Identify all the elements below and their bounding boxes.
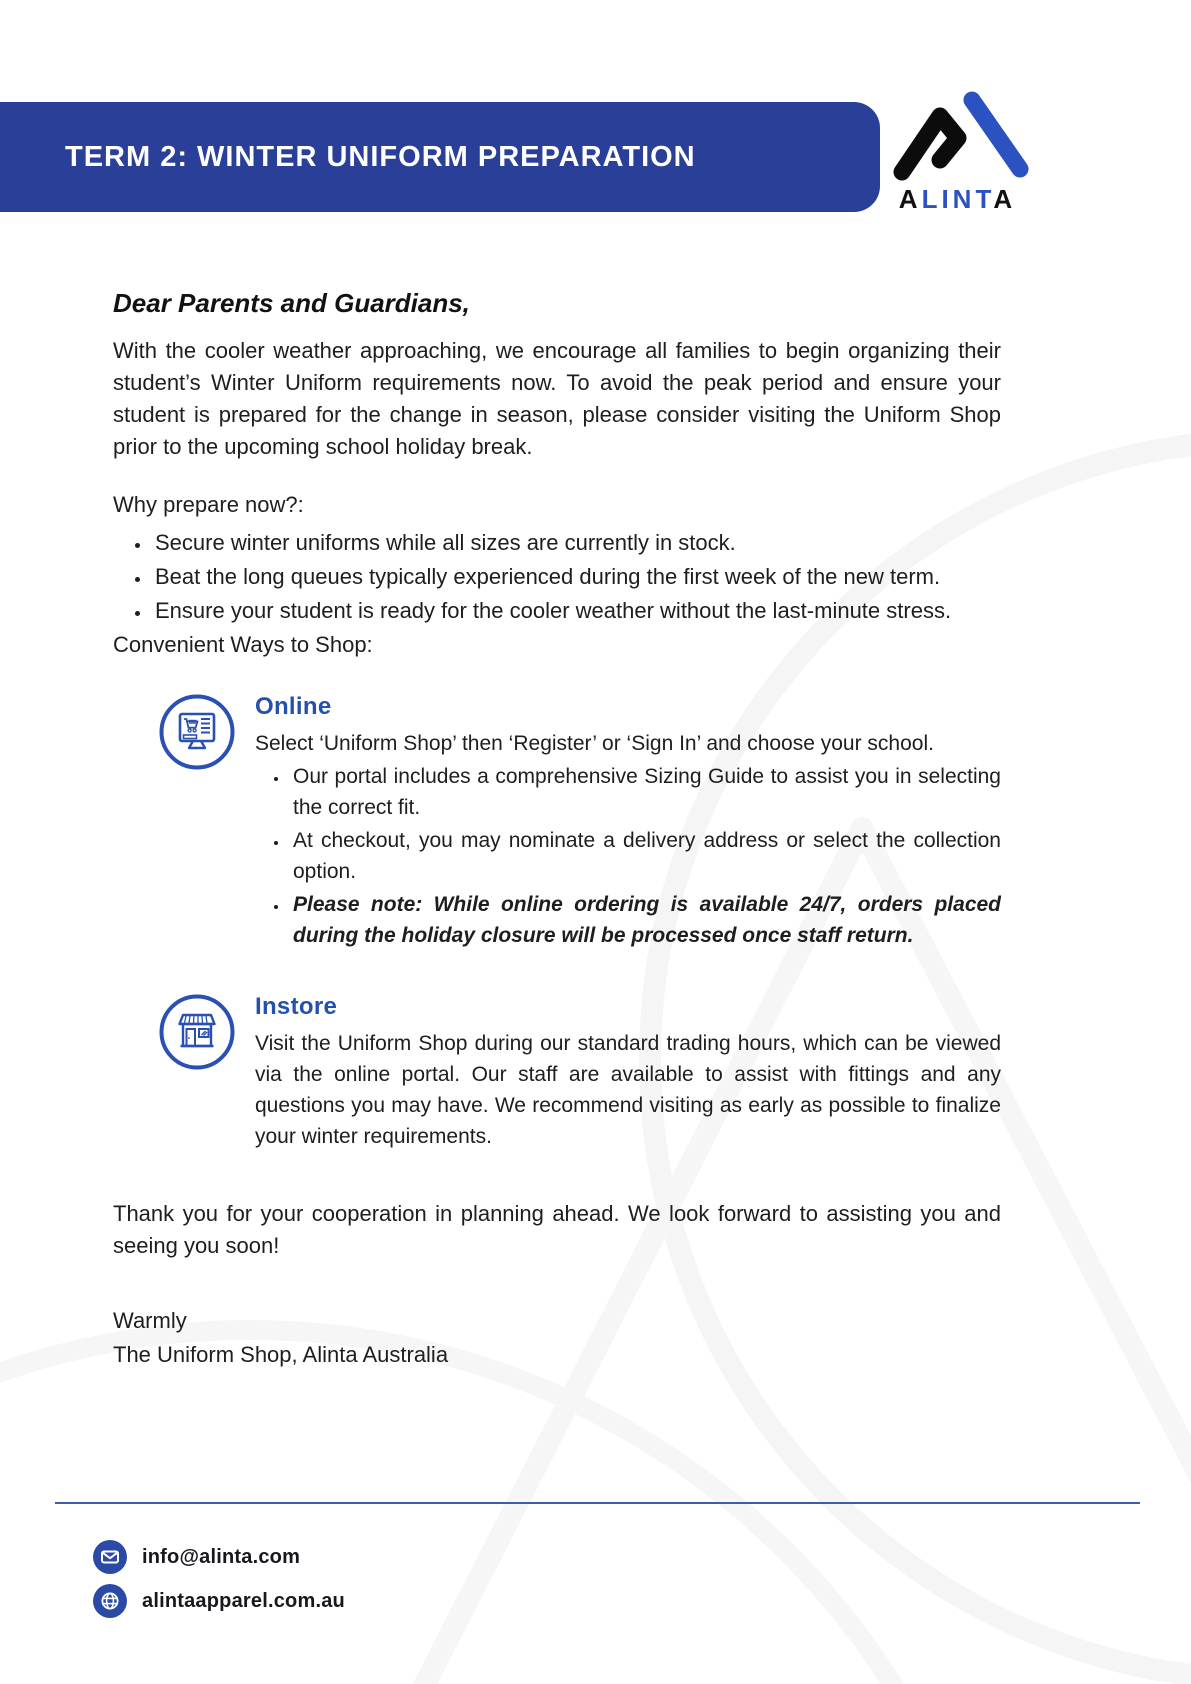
instore-section	[113, 991, 1001, 1152]
website-address: alintaapparel.com.au	[142, 1589, 345, 1612]
alinta-wordmark	[860, 186, 1055, 212]
instore-text	[255, 991, 1001, 1152]
why-prepare-heading: Why prepare now?:	[113, 492, 304, 517]
email-contact[interactable]	[93, 1540, 300, 1574]
wordmark-letter: A	[898, 184, 922, 214]
list-item: • Ensure your student is ready for the cooler weather without the last-minute stress.	[151, 595, 1001, 627]
email-address: info@alinta.com	[142, 1545, 301, 1568]
wordmark-letters: LINT	[921, 184, 994, 214]
signoff-warmly: Warmly	[113, 1308, 187, 1333]
online-text	[255, 691, 1001, 953]
storefront-icon	[158, 993, 236, 1071]
salutation: Dear Parents and Guardians,	[113, 288, 470, 318]
instore-title: Instore	[255, 993, 338, 1020]
online-section	[113, 691, 1001, 953]
list-item: • Our portal includes a comprehensive Sizing Guide to assist you in selecting the correct fit.	[289, 761, 1001, 823]
online-lead: Select ‘Uniform Shop’ then ‘Register’ or ‘Sign In’ and choose your school.	[255, 732, 934, 755]
online-icon-column	[113, 691, 255, 780]
globe-icon	[93, 1584, 127, 1618]
page-title: TERM 2: WINTER UNIFORM PREPARATION	[65, 140, 696, 173]
signoff-sender: The Uniform Shop, Alinta Australia	[113, 1342, 449, 1367]
list-item: • Secure winter uniforms while all sizes are currently in stock.	[151, 527, 1001, 559]
online-note: • Please note: While online ordering is available 24/7, orders placed during the holiday closure will be processed once staff return.	[289, 889, 1001, 951]
letter-body	[113, 287, 1001, 1372]
footer-divider	[55, 1502, 1140, 1504]
alinta-logo-mark-icon	[878, 88, 1038, 188]
monitor-cart-icon	[158, 693, 236, 771]
intro-paragraph: With the cooler weather approaching, we encourage all families to begin organizing their student’s Winter Uniform requirements now. To avoid the peak period and ensure your student is prepared for the change in season, please consider visiting the Uniform Shop prior to the upcoming school holiday break.	[113, 338, 1001, 459]
online-title: Online	[255, 693, 332, 720]
closing-paragraph: Thank you for your cooperation in planning ahead. We look forward to assisting you and seeing you soon!	[113, 1201, 1001, 1258]
ways-to-shop-heading: Convenient Ways to Shop:	[113, 632, 373, 657]
title-banner	[0, 102, 880, 212]
why-prepare-list	[113, 527, 1001, 627]
alinta-logo	[860, 88, 1055, 220]
online-list	[255, 761, 1001, 951]
instore-body: Visit the Uniform Shop during our standard trading hours, which can be viewed via the online portal. Our staff are available to assist with fittings and any questions you may have. We recommend visiting as early as possible to finalize your winter requirements.	[255, 1032, 1001, 1148]
list-item: • At checkout, you may nominate a delivery address or select the collection option.	[289, 825, 1001, 887]
website-contact[interactable]	[93, 1584, 345, 1618]
instore-icon-column	[113, 991, 255, 1080]
list-item: • Beat the long queues typically experienced during the first week of the new term.	[151, 561, 1001, 593]
envelope-icon	[93, 1540, 127, 1574]
wordmark-letter: A	[993, 184, 1017, 214]
